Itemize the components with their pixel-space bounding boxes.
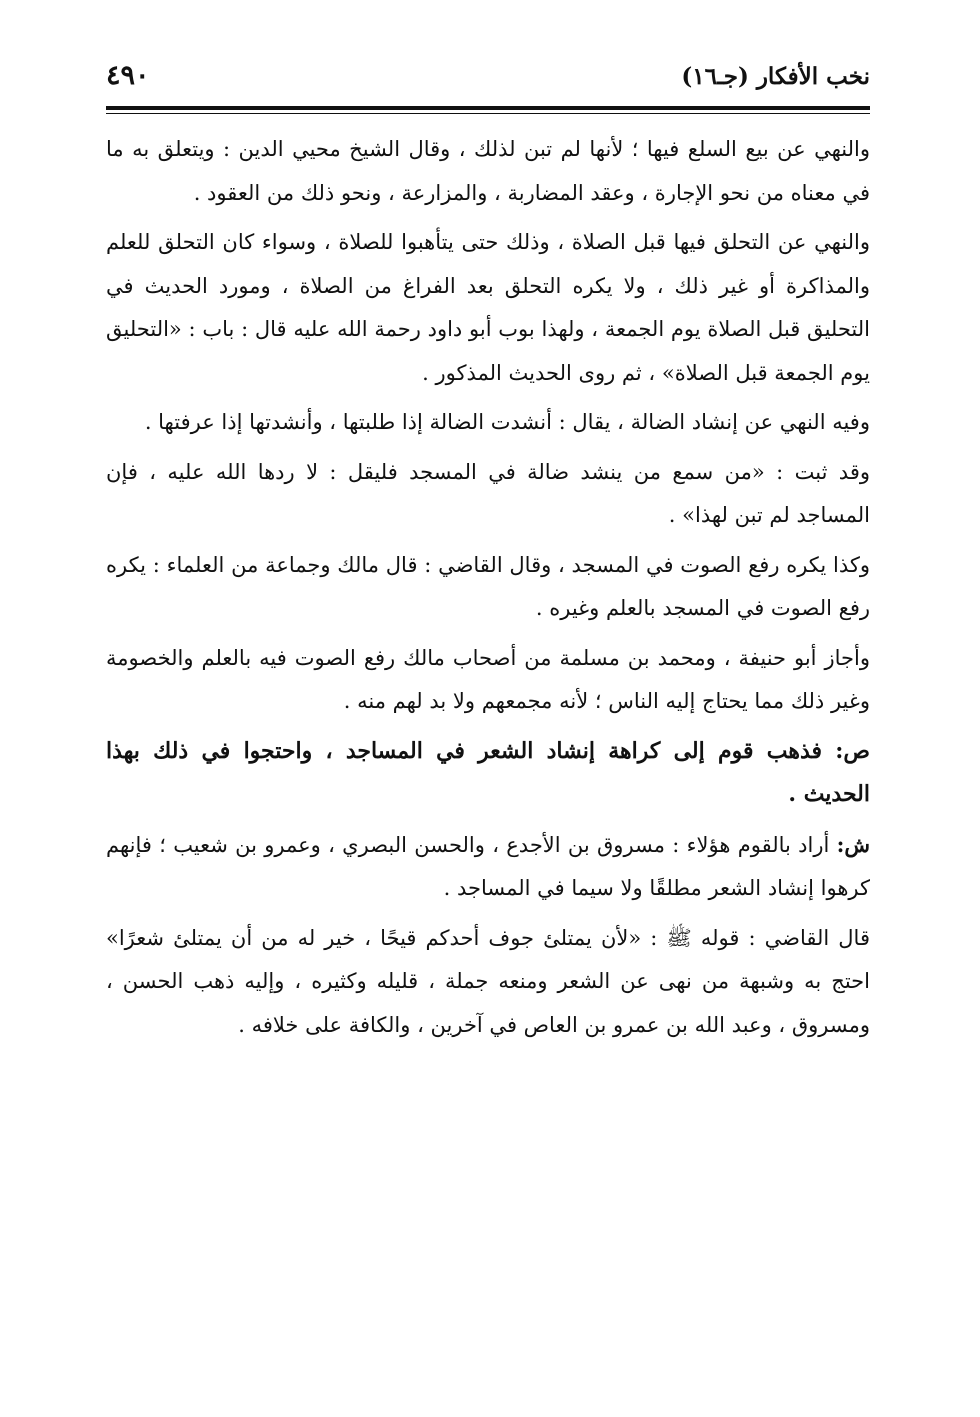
text-label: ص: <box>835 737 870 764</box>
paragraph-text-sad <box>106 730 870 817</box>
commentary-label: ش: <box>836 831 870 857</box>
page-number: ٤٩٠ <box>106 60 150 91</box>
commentary-body: أراد بالقوم هؤلاء : مسروق بن الأجدع ، والحسن البصري ، وعمرو بن شعيب ؛ فإنهم كرهوا إنشاد الشعر مطلقًا ولا سيما في المساجد . <box>106 832 870 900</box>
text-body: فذهب قوم إلى كراهة إنشاد الشعر في المساجد ، واحتجوا في ذلك بهذا الحديث . <box>106 737 870 807</box>
paragraph-lost-item: وفيه النهي عن إنشاد الضالة ، يقال : أنشدت الضالة إذا طلبتها ، وأنشدتها إذا عرفتها . <box>144 410 870 434</box>
paragraph-hadith-lost-item: وقد ثبت : «من سمع من ينشد ضالة في المسجد فليقل : لا ردها الله عليه ، فإن المساجد لم تبن لهذا» . <box>106 459 870 527</box>
page-header <box>106 60 870 104</box>
paragraph-gathering: والنهي عن التحلق فيها قبل الصلاة ، وذلك حتى يتأهبوا للصلاة ، وسواء كان التحلق للعلم والمذاكرة أو غير ذلك ، ولا يكره التحلق بعد الفراغ من الصلاة ، ومورد الحديث في التحليق قبل الصلاة يوم الجمعة ، ولهذا بوب أبو داود رحمة الله عليه قال : باب : «التحليق يوم الجمعة قبل الصلاة» ، ثم روى الحديث المذكور . <box>106 230 870 385</box>
paragraph-commentary-shin <box>106 823 870 911</box>
header-rule-thin <box>106 113 870 114</box>
header-rule-thick <box>106 106 870 110</box>
book-page <box>106 60 870 1053</box>
paragraph-commerce: والنهي عن بيع السلع فيها ؛ لأنها لم تبن لذلك ، وقال الشيخ محيي الدين : ويتعلق به ما في معناه من نحو الإجارة ، وعقد المضاربة ، والمزارعة ، ونحو ذلك من العقود . <box>106 137 870 205</box>
paragraph-qadi-hadith: قال القاضي : قوله ﷺ : «لأن يمتلئ جوف أحدكم قيحًا ، خير له من أن يمتلئ شعرًا» احتج به وشبهة من نهى عن الشعر ومنعه جملة ، قليله وكثيره ، وإليه ذهب الحسن ، ومسروق ، وعبد الله بن عمرو بن العاص في آخرين ، والكافة على خلافه . <box>106 925 870 1037</box>
page-body <box>106 128 870 1047</box>
paragraph-raising-voice: وكذا يكره رفع الصوت في المسجد ، وقال القاضي : قال مالك وجماعة من العلماء : يكره رفع الصوت في المسجد بالعلم وغيره . <box>106 552 870 620</box>
book-title: نخب الأفكار (جـ١٦) <box>681 63 870 90</box>
paragraph-abu-hanifa: وأجاز أبو حنيفة ، ومحمد بن مسلمة من أصحاب مالك رفع الصوت فيه بالعلم والخصومة وغير ذلك مما يحتاج إليه الناس ؛ لأنه مجمعهم ولا بد لهم منه . <box>106 645 870 713</box>
